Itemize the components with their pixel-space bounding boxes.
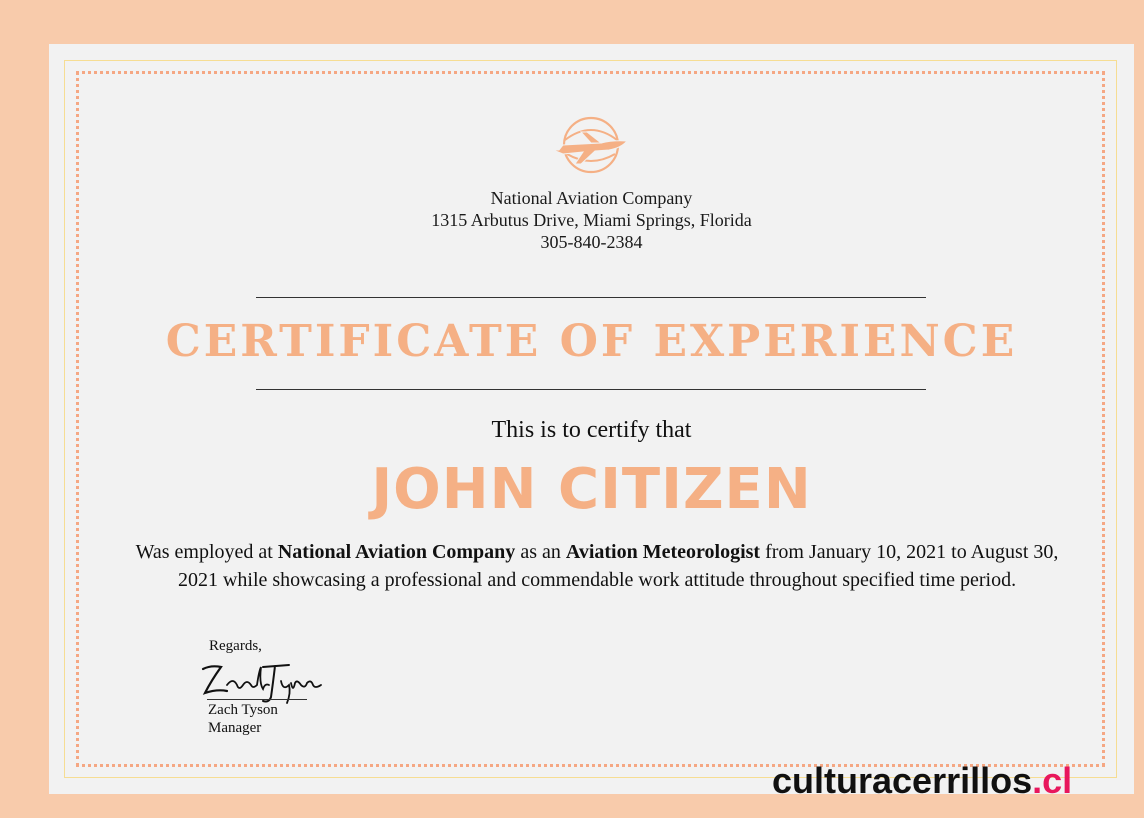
signer-title: Manager xyxy=(208,720,262,736)
watermark-domain: culturacerrillos xyxy=(772,760,1033,801)
regards-label: Regards, xyxy=(209,638,262,654)
airplane-globe-icon xyxy=(551,114,631,176)
certificate-sheet xyxy=(49,44,1134,794)
body-role: Aviation Meteorologist xyxy=(565,541,761,563)
body-text-2: as an xyxy=(515,541,566,563)
company-address: 1315 Arbutus Drive, Miami Springs, Florida xyxy=(431,210,752,230)
signer-name: Zach Tyson xyxy=(208,702,278,718)
signature-line xyxy=(207,699,307,700)
watermark xyxy=(772,760,1072,802)
signer-block xyxy=(208,701,278,737)
recipient-name: JOHN CITIZEN xyxy=(371,457,812,522)
company-info xyxy=(49,187,1134,253)
top-divider xyxy=(256,297,926,298)
body-text-1: Was employed at xyxy=(135,541,278,563)
company-phone: 305-840-2384 xyxy=(540,232,643,252)
company-name: National Aviation Company xyxy=(490,188,693,208)
body-company: National Aviation Company xyxy=(277,541,516,563)
body-text-3: from January 10, 2021 to August 30, 2021 while showcasing a professional and commendable work attitude throughout specified time period. xyxy=(177,541,1059,591)
certificate-body xyxy=(129,538,1065,594)
certify-line: This is to certify that xyxy=(491,417,692,443)
bottom-divider xyxy=(256,389,926,390)
watermark-tld: .cl xyxy=(1032,760,1073,801)
certificate-title: CERTIFICATE OF EXPERIENCE xyxy=(165,316,1018,367)
